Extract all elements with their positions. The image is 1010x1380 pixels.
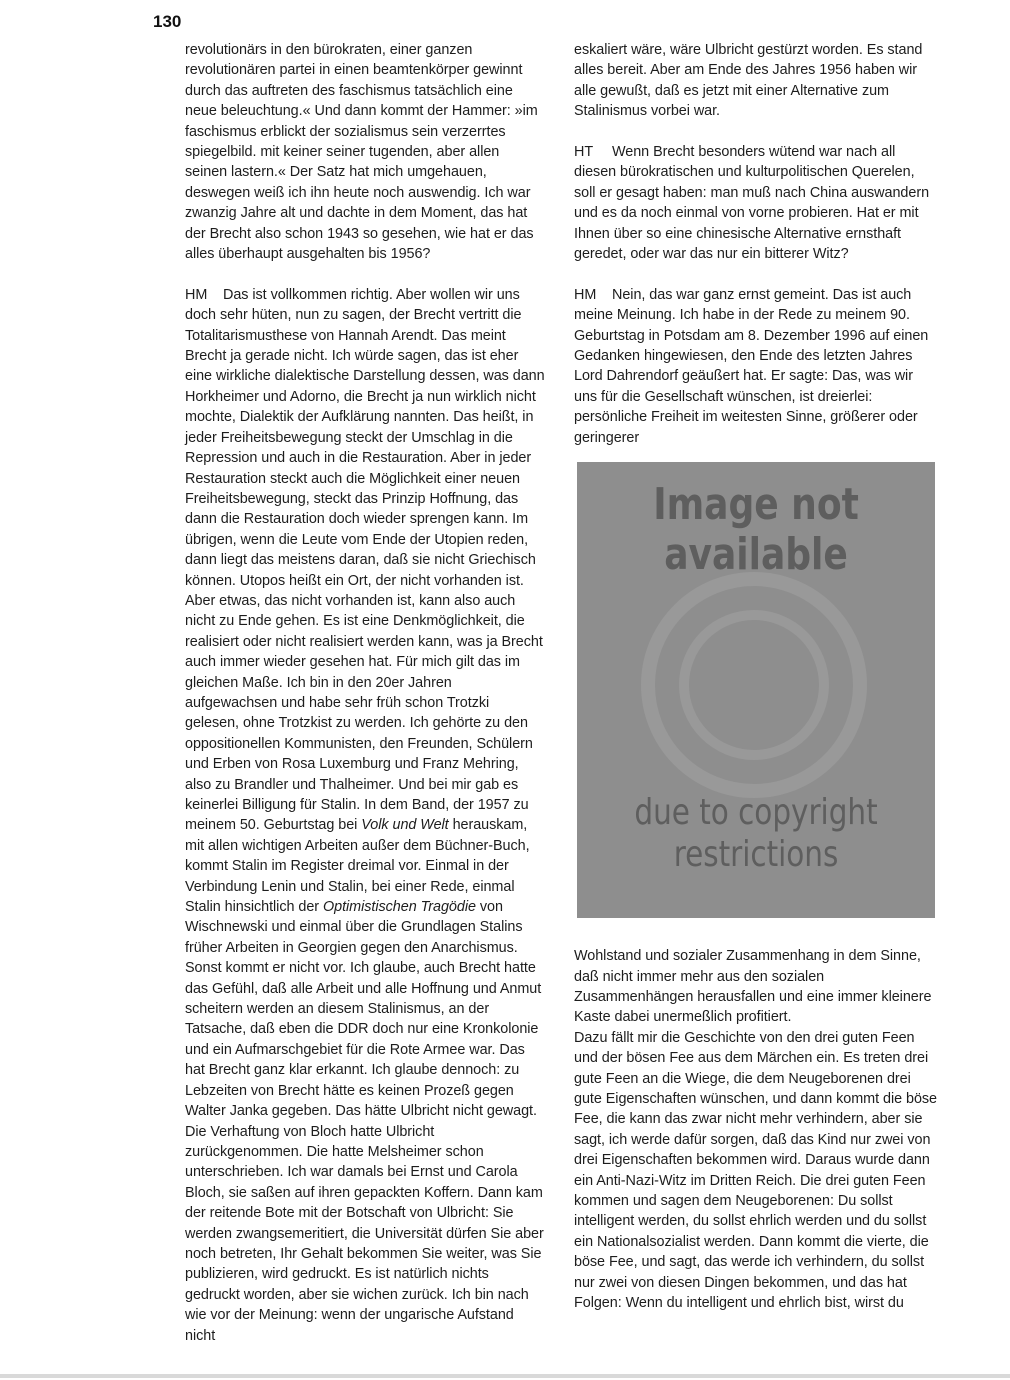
page-number: 130 [153, 12, 182, 31]
copyright-inner-ring [679, 610, 829, 760]
paragraph-text: Dazu fällt mir die Geschichte von den drei guten Feen und der bösen Fee aus dem Märchen ein. Es treten drei gute Feen an die Wiege, die dem Neugeborenen drei gute Eigenschaften wünschen, und dann kommt die böse Fee, die kann das zwar nicht mehr verhindern, aber sie sagt, ich werde dafür sorgen, daß das Kind nur zwei von drei Eigenschaften bekommen wird. Daraus wurde dann ein Anti-Nazi-Witz im Dritten Reich. Die drei guten Feen kommen und sagen dem Neugeborenen: Du sollst intelligent werden, du sollst ehrlich werden und du sollst ein Nationalsozialist werden. Dann kommt die vierte, die böse Fee, und sagt, das werde ich verhindern, du sollst nur zwei von diesen Dingen bekommen, und das hat Folgen: Wenn du intelligent und ehrlich bist, wirst du [574, 1029, 938, 1311]
paragraph-text: Wenn Brecht besonders wütend war nach all diesen bürokratischen und kulturpolitischen Querelen, soll er gesagt haben: man muß nach China auswandern und es da noch einmal von vorne probieren. Hat er mit Ihnen über so eine chinesische Alternative ernsthaft geredet, oder war das nur ein bitterer Witz? [574, 144, 930, 263]
paragraph-text: Wohlstand und sozialer Zusammenhang in dem Sinne, daß nicht immer mehr aus den sozialen Zusammenhängen herausfallen und eine immer kleinere Kaste dabei unermeßlich profitiert. [574, 948, 932, 1026]
paragraph [574, 1028, 939, 1314]
paragraph-text: herauskam, mit allen wichtigen Arbeiten außer dem Büchner-Buch, kommt Stalin im Register dreimal vor. Einmal in der Verbindung Lenin und Stalin, bei einer Rede, einmal Stalin hinsichtlich der [185, 817, 530, 916]
paragraph-text: eskaliert wäre, wäre Ulbricht gestürzt worden. Es stand alles bereit. Aber am Ende des Jahres 1956 haben wir alle gewußt, daß es jetzt mit einer Alternative zum Stalinismus vorbei war. [574, 42, 923, 120]
paragraph [574, 946, 939, 1028]
left-column [185, 40, 545, 1346]
paragraph-hm [185, 285, 545, 1346]
paragraph [185, 40, 545, 264]
play-title: Optimistischen Tragödie [322, 899, 476, 916]
paragraph-text: Nein, das war ganz ernst gemeint. Das ist auch meine Meinung. Ich habe in der Rede zu meinem 90. Geburtstag in Potsdam am 8. Dezember 1996 auf einen Gedanken hingewiesen, den Ende des letzten Jahres Lord Dahrendorf geäußert hat. Er sagte: Das, was wir uns für die Gesellschaft wünschen, ist dreierlei: persönliche Freiheit im weitesten Sinne, größerer oder geringerer [574, 286, 929, 446]
paragraph-ht [574, 142, 939, 264]
paragraph-text: revolutionärs in den bürokraten, einer ganzen revolutionären partei in einen beamtenkörper gewinnt durch das auftreten des faschismus tatsächlich eine neue beleuchtung.« Und dann kommt der Hammer: »im faschismus erblickt der sozialismus sein verzerrtes spiegelbild. mit keiner seiner tugenden, aber allen seinen lastern.« Der Satz hat mich umgehauen, deswegen weiß ich ihn heute noch auswendig. Ich war zwanzig Jahre alt und dachte in dem Moment, das hat der Brecht also schon 1943 so gesehen, wie hat er das alles überhaupt ausgehalten bis 1956? [185, 42, 538, 263]
speaker-label: HM [574, 286, 597, 303]
paragraph-text: von Wischnewski und einmal über die Grundlagen Stalins früher Arbeiten in Georgien gegen den Anarchismus. Sonst kommt er nicht vor. Ich glaube, auch Brecht hatte das Gefühl, daß alle Arbeit und alle Hoffnung und Anmut scheitern werden an diesem Stalinismus, an der Tatsache, daß eben die DDR doch nur eine Kronkolonie und ein Aufmarschgebiet für die Rote Armee war. Das hat Brecht ganz klar erkannt. Ich glaube dennoch: zu Lebzeiten von Brecht hätte es keinen Prozeß gegen Walter Janka gegeben. Das hätte Ulbricht nicht gewagt. Die Verhaftung von Bloch hatte Ulbricht zurückgenommen. Die hatte Melsheimer schon unterschrieben. Ich war damals bei Ernst und Carola Bloch, sie saßen auf ihren gepackten Koffern. Dann kam der reitende Bote mit der Botschaft von Ulbricht: Sie werden zwangsemeritiert, die Universität dürfen Sie aber noch betreten, Ihr Gehalt bekommen Sie weiter, was Sie publizieren, wird gedruckt. Es ist natürlich nichts gedruckt worden, aber sie wichen zurück. Ich bin nach wie vor der Meinung: wenn der ungarische Aufstand nicht [185, 899, 544, 1344]
image-unavailable-placeholder [577, 462, 935, 918]
paragraph [574, 40, 939, 122]
speaker-label: HT [574, 144, 594, 161]
placeholder-title: Image not available [653, 479, 859, 581]
speaker-label: HM [185, 286, 208, 303]
paragraph-text: Das ist vollkommen richtig. Aber wollen wir uns doch sehr hüten, nun zu sagen, der Brecht vertritt die Totalitarismusthese von Hannah Arendt. Das meint Brecht ja gerade nicht. Ich würde sagen, das ist eher eine wirkliche dialektische Darstellung dessen, was dann Horkheimer und Adorno, die Brecht ja nun wirklich nicht mochte, Dialektik der Aufklärung nannten. Das heißt, in jeder Freiheitsbewegung steckt der Umschlag in die Repression und auch in die Restauration. Aber in jeder Restauration steckt auch die Möglichkeit einer neuen Freiheitsbewegung, steckt das Prinzip Hoffnung, das dann die Restauration doch wieder sprengen kann. Im übrigen, wenn die Leute vom Ende der Utopien reden, dann liegt das meistens daran, daß sie nicht Griechisch können. Utopos heißt ein Ort, der nicht vorhanden ist. Aber etwas, das nicht vorhanden ist, kann also auch nicht zu Ende gehen. Es ist eine Denkmöglichkeit, die realisiert oder nicht realisiert werden kann, was ja Brecht auch immer wieder gesehen hat. Für mich gilt das im gleichen Maße. Ich bin in den 20er Jahren aufgewachsen und habe sehr früh schon Trotzki gelesen, ohne Trotzkist zu werden. Ich gehörte zu den oppositionellen Kommunisten, den Freunden, Schülern und Erben von Rosa Luxemburg und Franz Mehring, also zu Brandler und Thalheimer. Und bei mir gab es keinerlei Billigung für Stalin. In dem Band, der 1957 zu meinem 50. Geburtstag bei [185, 286, 545, 834]
placeholder-subtitle: due to copyright restrictions [634, 792, 878, 876]
scan-edge [0, 1374, 1010, 1378]
book-title: Volk und Welt [361, 817, 449, 834]
paragraph-hm [574, 285, 939, 448]
right-column [574, 40, 939, 1313]
